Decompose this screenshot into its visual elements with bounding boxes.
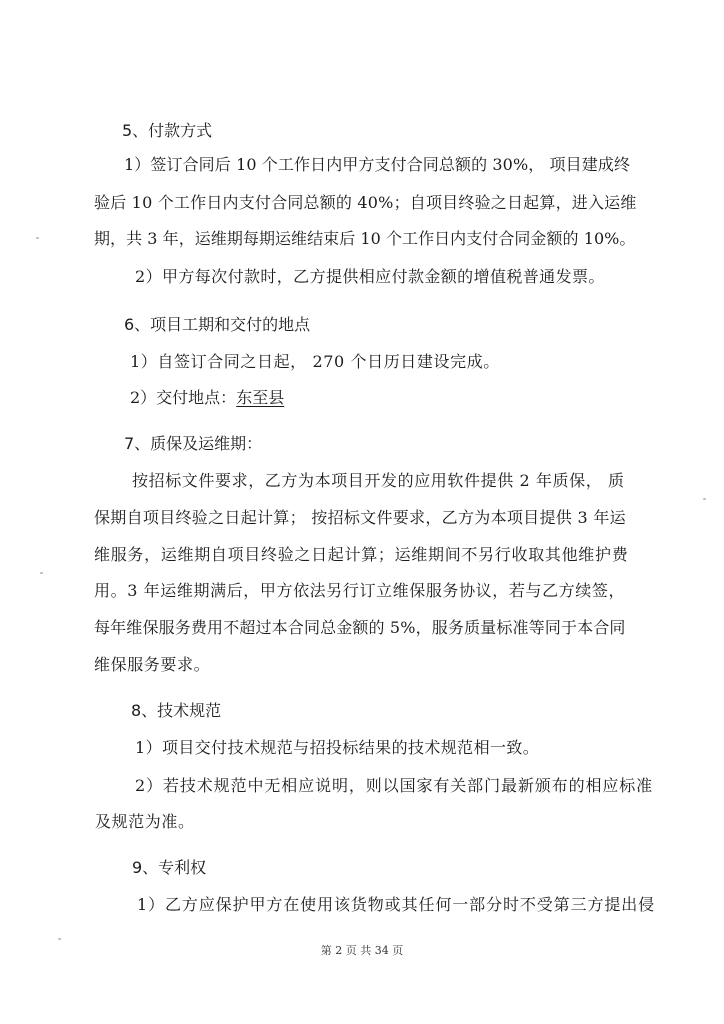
- page-number-footer: 第 2 页 共 34 页: [320, 944, 404, 957]
- section-9-heading: 9、专利权: [132, 858, 207, 877]
- section-7-line-4: 用。3 年运维期满后，甲方依法另行订立维保服务协议，若与乙方续签，: [94, 581, 626, 600]
- section-7-line-3: 维服务，运维期自项目终验之日起计算；运维期间不另行收取其他维护费: [94, 545, 629, 564]
- section-5-heading: 5、付款方式: [122, 121, 213, 140]
- delivery-location-value: 东至县: [236, 388, 285, 407]
- scan-speck: [703, 498, 706, 500]
- section-8-heading: 8、技术规范: [131, 701, 222, 720]
- scan-speck: [58, 938, 61, 940]
- section-5-line-4: 2）甲方每次付款时，乙方提供相应付款金额的增值税普通发票。: [135, 267, 605, 286]
- section-7-heading: 7、质保及运维期：: [124, 434, 263, 453]
- section-5-line-3: 期，共 3 年，运维期每期运维结束后 10 个工作日内支付合同金额的 10%。: [94, 229, 636, 248]
- section-6-heading: 6、项目工期和交付的地点: [124, 315, 311, 334]
- section-7-line-1: 按招标文件要求，乙方为本项目开发的应用软件提供 2 年质保， 质: [132, 471, 625, 490]
- section-7-line-2: 保期自项目终验之日起计算； 按招标文件要求，乙方为本项目提供 3 年运: [94, 508, 626, 527]
- section-5-line-2: 验后 10 个工作日内支付合同总额的 40%；自项目终验之日起算，进入运维: [94, 193, 637, 212]
- section-7-line-5: 每年维保服务费用不超过本合同总金额的 5%，服务质量标准等同于本合同: [94, 618, 626, 637]
- section-8-line-3: 及规范为准。: [95, 812, 195, 831]
- delivery-location-label: 2）交付地点：: [130, 388, 237, 407]
- section-8-line-1: 1）项目交付技术规范与招投标结果的技术规范相一致。: [135, 738, 540, 757]
- section-9-line-1: 1）乙方应保护甲方在使用该货物或其任何一部分时不受第三方提出侵: [137, 895, 656, 914]
- scan-speck: [36, 237, 39, 239]
- section-6-line-2: [130, 388, 284, 408]
- section-5-line-1: 1）签订合同后 10 个工作日内甲方支付合同总额的 30%， 项目建成终: [124, 155, 631, 174]
- section-6-line-1: 1）自签订合同之日起， 270 个日历日建设完成。: [130, 352, 500, 371]
- section-8-line-2: 2）若技术规范中无相应说明，则以国家有关部门最新颁布的相应标准: [135, 776, 654, 795]
- section-7-line-6: 维保服务要求。: [94, 655, 211, 674]
- scan-speck: [40, 572, 43, 574]
